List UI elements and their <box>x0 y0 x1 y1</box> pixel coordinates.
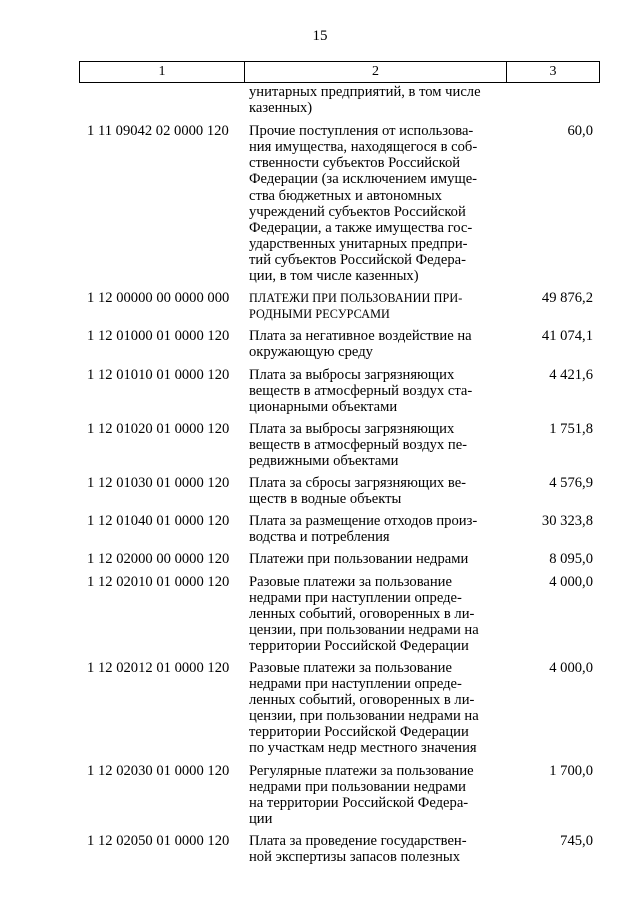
description-line: ленных событий, оговоренных в ли- <box>249 692 475 709</box>
description-line: веществ в атмосферный воздух ста- <box>249 382 473 399</box>
description-line: РОДНЫМИ РЕСУРСАМИ <box>249 307 390 322</box>
income-description <box>244 660 506 757</box>
description-line: ударственных унитарных предпри- <box>249 235 468 252</box>
amount-value: 8 095,0 <box>549 551 593 568</box>
income-description <box>244 475 506 507</box>
amount-value: 30 323,8 <box>541 513 593 530</box>
table-row <box>79 328 600 360</box>
table-row <box>79 84 600 116</box>
amount-value: 41 074,1 <box>541 328 593 345</box>
column-header-code: 1 <box>80 62 245 82</box>
description-line: Плата за негативное воздействие на <box>249 328 472 345</box>
income-description <box>244 763 506 827</box>
description-line: ния имущества, находящегося в соб- <box>249 139 478 156</box>
description-line: ции <box>249 810 273 827</box>
table-row <box>79 421 600 469</box>
description-line: ции, в том числе казенных) <box>249 268 419 285</box>
amount-value: 4 000,0 <box>549 660 593 676</box>
amount-value: 60,0 <box>567 123 593 140</box>
budget-code: 1 12 01030 01 0000 120 <box>87 475 230 492</box>
description-line: Регулярные платежи за пользование <box>249 762 474 779</box>
table-row <box>79 290 600 322</box>
table-header <box>79 61 600 83</box>
amount-value: 1 751,8 <box>549 420 593 437</box>
income-description <box>244 123 506 284</box>
description-line: Плата за выбросы загрязняющих <box>249 420 455 437</box>
description-line: Плата за выбросы загрязняющих <box>249 366 455 383</box>
amount-value: 4 576,9 <box>549 475 593 492</box>
amount-value: 745,0 <box>560 832 593 849</box>
description-line: Разовые платежи за пользование <box>249 573 452 590</box>
column-header-amount: 3 <box>549 64 557 79</box>
table-row <box>79 551 600 567</box>
income-description <box>244 513 506 545</box>
description-line: Плата за сбросы загрязняющих ве- <box>249 475 467 492</box>
table-row <box>79 763 600 827</box>
description-line: редвижными объектами <box>249 452 399 469</box>
table-row <box>79 574 600 654</box>
description-line: Платежи при пользовании недрами <box>249 551 469 568</box>
description-line: недрами при пользовании недрами <box>249 778 466 795</box>
description-line: окружающую среду <box>249 344 373 361</box>
budget-code: 1 11 09042 02 0000 120 <box>87 123 229 140</box>
description-line: тий субъектов Российской Федера- <box>249 251 466 268</box>
description-line: на территории Российской Федера- <box>249 794 469 811</box>
table-row <box>79 833 600 865</box>
amount-value: 1 700,0 <box>549 762 593 779</box>
budget-code: 1 12 02000 00 0000 120 <box>87 551 230 568</box>
income-description <box>244 367 506 415</box>
income-description <box>244 290 506 322</box>
description-line: ной экспертизы запасов полезных <box>249 849 461 866</box>
budget-code: 1 12 01010 01 0000 120 <box>87 366 230 383</box>
income-description <box>244 421 506 469</box>
budget-code: 1 12 01020 01 0000 120 <box>87 420 230 437</box>
description-line: Плата за размещение отходов произ- <box>249 513 478 530</box>
table-row <box>79 123 600 284</box>
description-line: недрами при наступлении опреде- <box>249 589 462 606</box>
description-line: казенных) <box>249 100 313 117</box>
description-line: Разовые платежи за пользование <box>249 660 452 676</box>
description-line: цензии, при пользовании недрами на <box>249 621 479 638</box>
description-line: Федерации, а также имущества гос- <box>249 219 473 236</box>
income-description <box>244 84 506 116</box>
page-number: 15 <box>312 28 328 44</box>
budget-code: 1 12 02012 01 0000 120 <box>87 660 230 676</box>
budget-code: 1 12 01040 01 0000 120 <box>87 513 230 530</box>
table-row <box>79 513 600 545</box>
budget-code: 1 12 02030 01 0000 120 <box>87 762 230 779</box>
amount-value: 4 421,6 <box>549 366 593 383</box>
description-line: Федерации (за исключением имуще- <box>249 171 478 188</box>
column-header-name: 2 <box>245 62 507 82</box>
description-line: территории Российской Федерации <box>249 724 469 741</box>
income-description <box>244 328 506 360</box>
description-line: ционарными объектами <box>249 398 398 415</box>
description-line: ществ в водные объекты <box>249 491 402 508</box>
amount-value: 49 876,2 <box>541 290 593 307</box>
description-line: учреждений субъектов Российской <box>249 203 466 220</box>
description-line: ленных событий, оговоренных в ли- <box>249 605 475 622</box>
budget-code: 1 12 02050 01 0000 120 <box>87 832 230 849</box>
table-body <box>79 84 600 865</box>
description-line: ПЛАТЕЖИ ПРИ ПОЛЬЗОВАНИИ ПРИ- <box>249 291 463 306</box>
income-description <box>244 551 506 567</box>
description-line: цензии, при пользовании недрами на <box>249 708 479 725</box>
income-description <box>244 833 506 865</box>
description-line: водства и потребления <box>249 529 390 546</box>
description-line: унитарных предприятий, в том числе <box>249 84 481 100</box>
description-line: по участкам недр местного значения <box>249 740 477 757</box>
table-row <box>79 660 600 757</box>
budget-code: 1 12 01000 01 0000 120 <box>87 328 230 345</box>
budget-code: 1 12 00000 00 0000 000 <box>87 290 230 307</box>
description-line: ства бюджетных и автономных <box>249 187 442 204</box>
description-line: ственности субъектов Российской <box>249 155 461 172</box>
description-line: Прочие поступления от использова- <box>249 123 474 140</box>
description-line: веществ в атмосферный воздух пе- <box>249 436 468 453</box>
description-line: Плата за проведение государствен- <box>249 832 467 849</box>
table-row <box>79 367 600 415</box>
description-line: недрами при наступлении опреде- <box>249 676 462 693</box>
table-row <box>79 475 600 507</box>
budget-code: 1 12 02010 01 0000 120 <box>87 573 230 590</box>
amount-value: 4 000,0 <box>549 573 593 590</box>
description-line: территории Российской Федерации <box>249 637 469 654</box>
income-description <box>244 574 506 654</box>
